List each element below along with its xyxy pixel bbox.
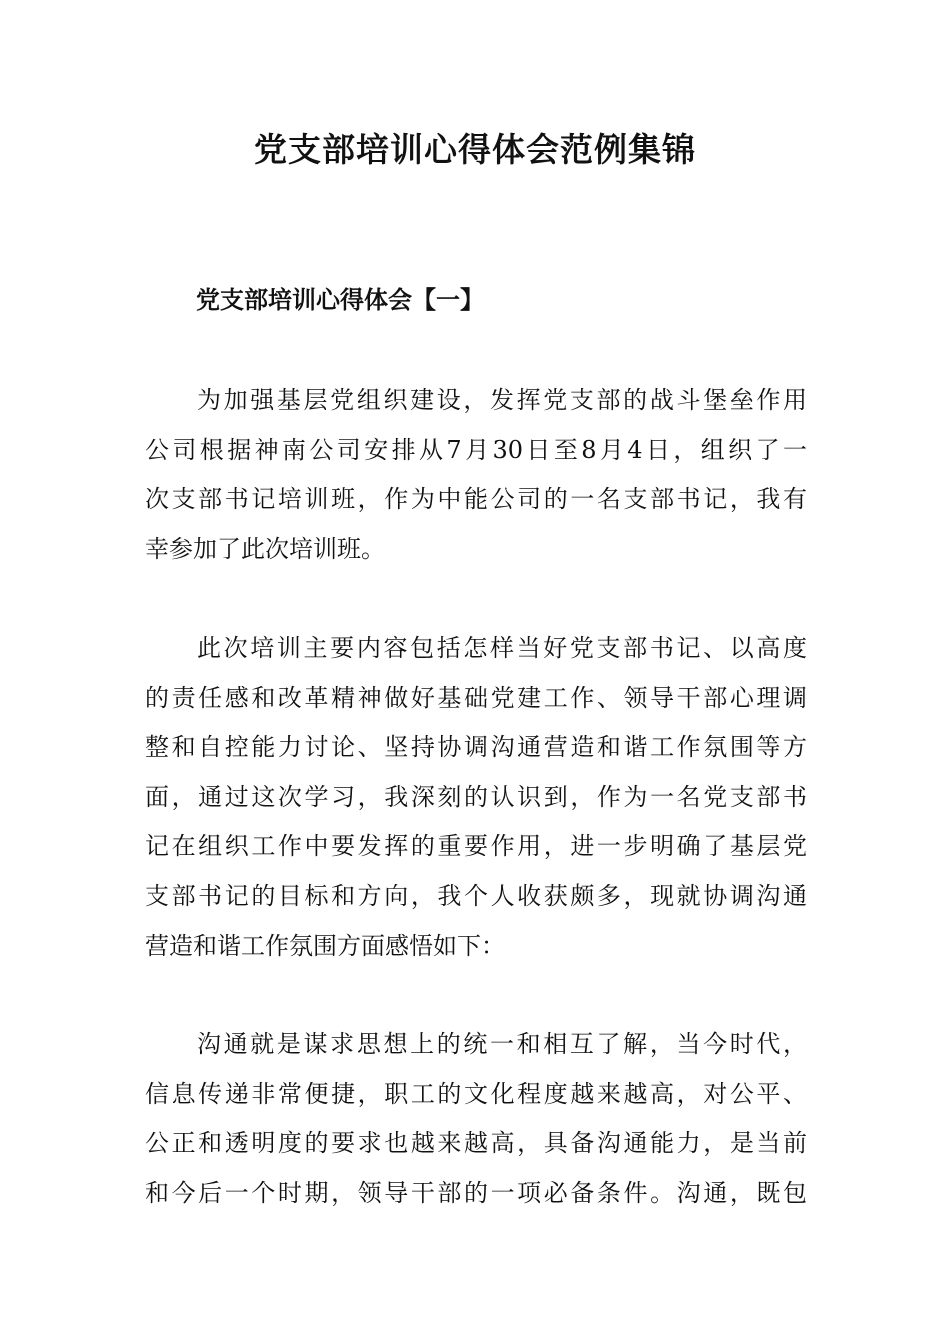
paragraph-line: 次支部书记培训班，作为中能公司的一名支部书记，我有 [145, 485, 807, 514]
paragraph-line: 幸参加了此次培训班。 [145, 534, 385, 563]
paragraph-line: 整和自控能力讨论、坚持协调沟通营造和谐工作氛围等方 [145, 733, 807, 762]
paragraph-line: 沟通就是谋求思想上的统一和相互了解，当今时代， [197, 1030, 807, 1058]
paragraph-1 [145, 376, 807, 574]
paragraph-line: 和今后一个时期，领导干部的一项必备条件。沟通，既包 [145, 1178, 807, 1207]
document-title: 党支部培训心得体会范例集锦 [254, 130, 696, 169]
paragraph-line: 信息传递非常便捷，职工的文化程度越来越高，对公平、 [145, 1079, 807, 1108]
paragraph-line: 支部书记的目标和方向，我个人收获颇多，现就协调沟通 [145, 881, 807, 910]
paragraph-line: 记在组织工作中要发挥的重要作用，进一步明确了基层党 [145, 832, 807, 861]
paragraph-3 [145, 1020, 807, 1218]
paragraph-line: 此次培训主要内容包括怎样当好党支部书记、以高度 [197, 634, 807, 662]
paragraph-2 [145, 624, 807, 971]
paragraph-line: 公司根据神南公司安排从7月30日至8月4日，组织了一 [145, 435, 807, 464]
paragraph-line: 为加强基层党组织建设，发挥党支部的战斗堡垒作用 [197, 386, 807, 414]
section-heading: 党支部培训心得体会【一】 [196, 285, 484, 314]
paragraph-line: 的责任感和改革精神做好基础党建工作、领导干部心理调 [145, 683, 807, 712]
paragraph-line: 面，通过这次学习，我深刻的认识到，作为一名党支部书 [145, 782, 807, 811]
paragraph-line: 公正和透明度的要求也越来越高，具备沟通能力，是当前 [145, 1129, 807, 1158]
paragraph-line: 营造和谐工作氛围方面感悟如下： [145, 931, 505, 960]
